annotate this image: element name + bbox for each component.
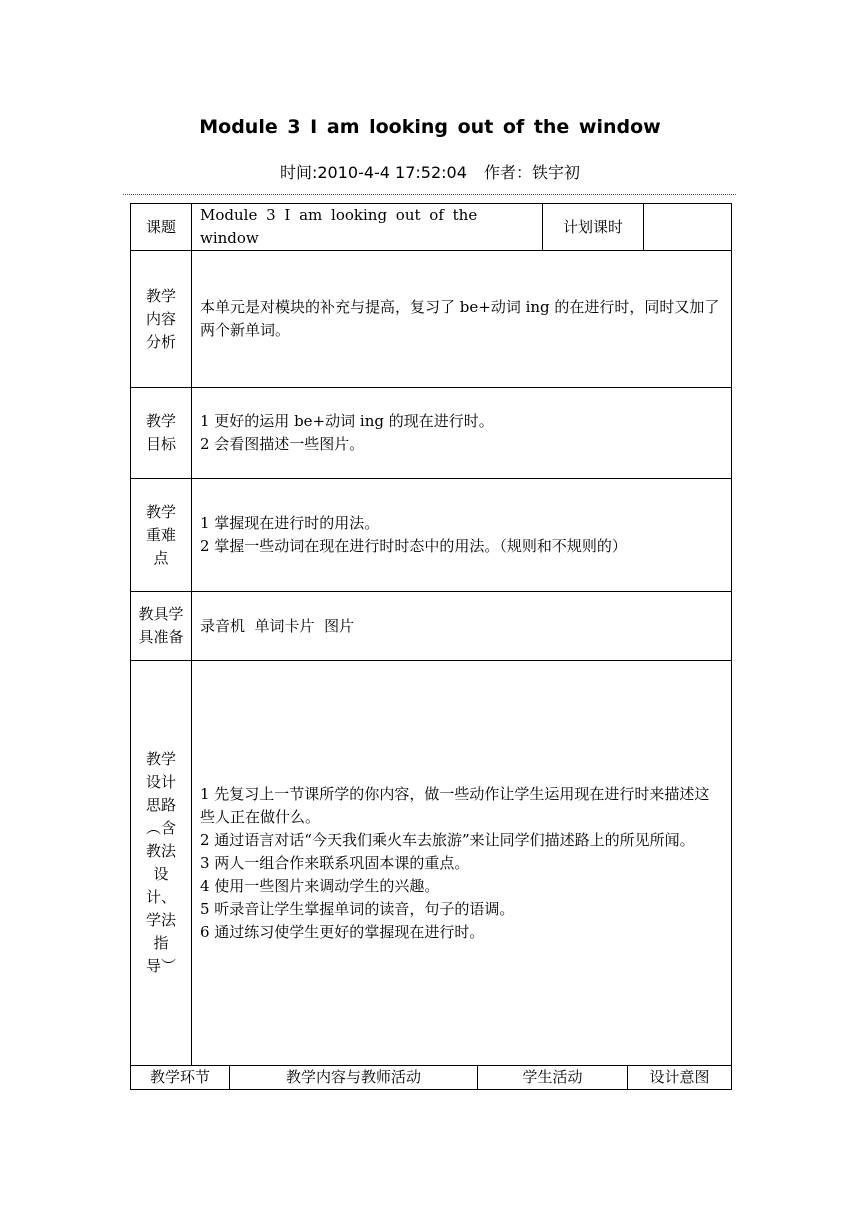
period-label: 计划课时 — [543, 204, 644, 251]
topic-row — [131, 204, 732, 251]
row-label-content-analysis: 教学内容分析 — [131, 251, 192, 388]
table-row — [131, 388, 732, 479]
row-content: 1 掌握现在进行时的用法。 2 掌握一些动词在现在进行时时态中的用法。（规则和不规则的） — [192, 479, 732, 592]
row-label-key-points: 教学重难点 — [131, 479, 192, 592]
table-row — [131, 661, 732, 1066]
topic-value: Module 3 I am looking out of the window — [192, 204, 543, 251]
divider — [123, 194, 736, 195]
lesson-plan-table — [130, 203, 732, 1090]
header-cell-student-activity: 学生活动 — [478, 1066, 628, 1090]
document-meta — [0, 160, 860, 183]
table-row — [131, 251, 732, 388]
row-label-objectives: 教学目标 — [131, 388, 192, 479]
row-content: 录音机 单词卡片 图片 — [192, 592, 732, 661]
header-cell-stage: 教学环节 — [131, 1066, 230, 1090]
table-row — [131, 592, 732, 661]
topic-label: 课题 — [131, 204, 192, 251]
row-content: 1 更好的运用 be+动词 ing 的现在进行时。 2 会看图描述一些图片。 — [192, 388, 732, 479]
timestamp: 时间:2010-4-4 17:52:04 — [279, 163, 467, 182]
row-content: 本单元是对模块的补充与提高，复习了 be+动词 ing 的在进行时，同时又加了两个新单词。 — [192, 251, 732, 388]
document-title: Module 3 I am looking out of the window — [199, 116, 661, 138]
header-cell-design-intent: 设计意图 — [628, 1066, 732, 1090]
table-row — [131, 479, 732, 592]
row-label-design: 教学设计思路︵含教法设计、学法指导︶ — [131, 661, 192, 1066]
row-content: 1 先复习上一节课所学的你内容，做一些动作让学生运用现在进行时来描述这些人正在做什么。 2 通过语言对话“今天我们乘火车去旅游”来让同学们描述路上的所见所闻。 3 两人一组合作来联系巩固本课的重点。 4 使用一些图片来调动学生的兴趣。 5 听录音让学生掌握单词的读音，句子的语调。 6 通过练习使学生更好的掌握现在进行时。 — [192, 661, 732, 1066]
period-value — [644, 204, 732, 251]
header-cell-teacher-activity: 教学内容与教师活动 — [230, 1066, 478, 1090]
footer-row — [131, 1066, 732, 1090]
author: 作者：铁宇初 — [484, 163, 581, 182]
row-label-materials: 教具学具准备 — [131, 592, 192, 661]
